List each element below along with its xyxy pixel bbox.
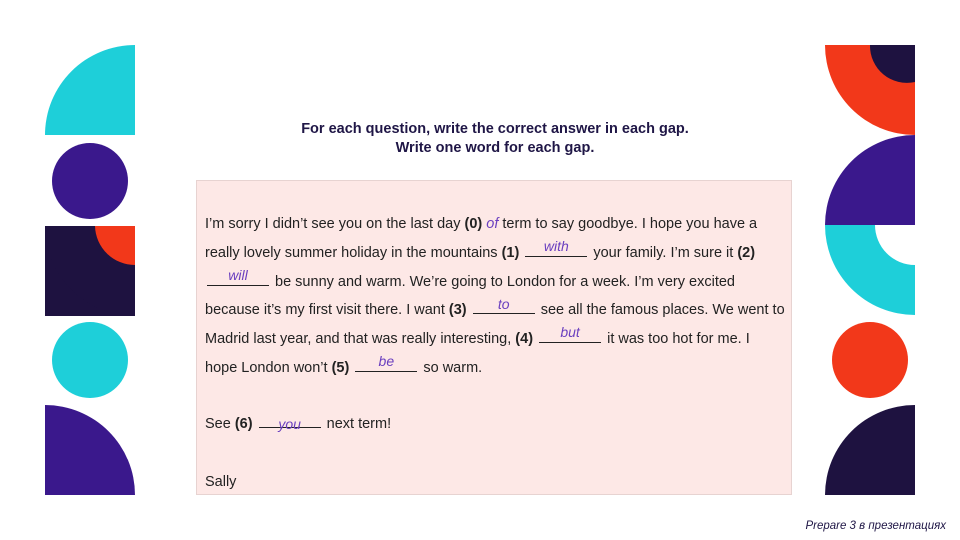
gap-6[interactable] [259, 413, 321, 432]
navy-quarter-circle-right-bottom [825, 405, 915, 495]
gap-number-2: (2) [737, 244, 756, 261]
answer-2: will [228, 266, 248, 283]
gap-1[interactable] [525, 238, 587, 257]
cyan-quarter-circle-left-top [45, 45, 135, 135]
text-segment: See [205, 416, 235, 432]
instruction-line-1: For each question, write the correct answer in each gap. [301, 121, 689, 137]
answer-4: but [560, 324, 580, 341]
gap-3[interactable] [473, 295, 535, 314]
gap-4[interactable] [539, 324, 601, 343]
letter-paragraph [205, 210, 785, 383]
closing-line [205, 413, 391, 432]
answer-6: you [278, 416, 301, 432]
answer-5: be [378, 353, 395, 370]
text-segment: term to say goodbye. I hope you have a really lovely summer holiday in the mountains [205, 216, 758, 261]
text-segment: see all the famous places. We went to Madrid last year, and that was really interesting, [205, 302, 785, 348]
orange-circle-right [832, 322, 908, 398]
gap-5[interactable] [355, 353, 417, 372]
text-segment: your family. I’m sure it [589, 244, 738, 261]
signature: Sally [205, 474, 237, 490]
gap-number-5: (5) [331, 359, 350, 376]
cyan-circle-left [52, 322, 128, 398]
instruction-line-2: Write one word for each gap. [395, 140, 595, 156]
text-segment: so warm. [419, 359, 483, 376]
text-segment: I’m sorry I didn’t see you on the last day [205, 216, 465, 232]
letter-text-box [196, 180, 792, 495]
gap-number-6: (6) [234, 416, 253, 432]
answer-3: to [497, 295, 510, 312]
gap-number-4: (4) [515, 331, 534, 348]
indigo-quarter-circle-left-bottom [45, 405, 135, 495]
gap-2[interactable] [207, 266, 269, 286]
answer-1: with [543, 238, 569, 254]
text-segment: it was too hot for me. I hope London won’t [205, 331, 750, 376]
gap-number-0: (0) [464, 216, 483, 232]
text-segment: next term! [322, 416, 392, 432]
gap-number-1: (1) [501, 244, 520, 261]
gap-number-3: (3) [448, 302, 467, 319]
footer-note: Prepare 3 в презентациях [805, 520, 946, 532]
text-segment: be sunny and warm. We’re going to London for a week. I’m very excited because it’s my first visit there. I want [205, 273, 735, 319]
indigo-quarter-circle-right [825, 135, 915, 225]
task-instructions [180, 120, 810, 158]
example-answer-0: of [486, 216, 499, 232]
indigo-circle-left [52, 143, 128, 219]
